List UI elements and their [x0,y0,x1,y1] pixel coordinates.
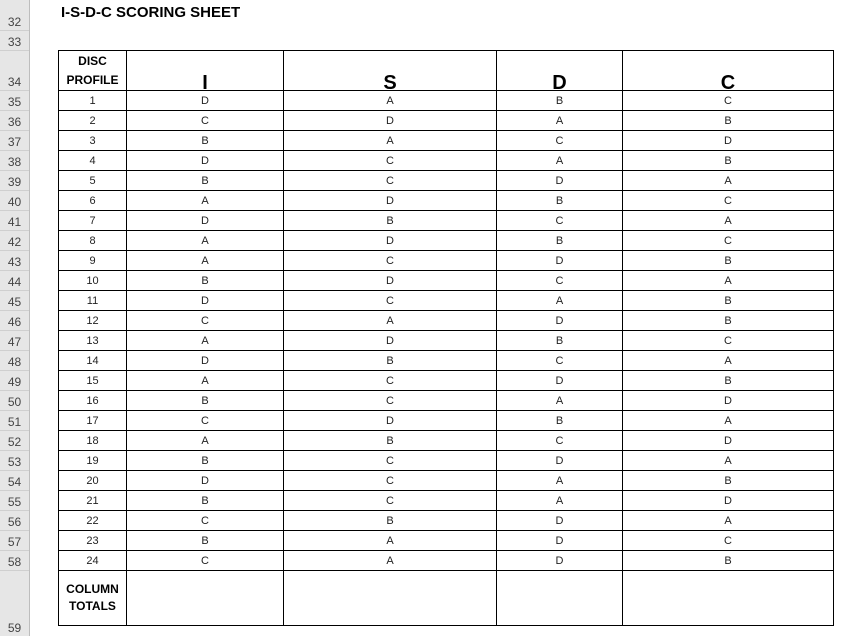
answer-cell-s[interactable]: D [284,271,497,291]
answer-cell-c[interactable]: C [623,231,834,251]
totals-label-line: COLUMN [66,582,119,596]
answer-cell-s[interactable]: D [284,411,497,431]
row-header-column [0,0,30,636]
answer-cell-d[interactable]: A [497,491,623,511]
answer-cell-c[interactable]: C [623,531,834,551]
answer-cell-i[interactable]: B [127,531,284,551]
question-number-cell[interactable]: 3 [59,131,127,151]
answer-cell-d[interactable]: A [497,151,623,171]
row-number[interactable]: 46 [0,310,29,330]
answer-cell-s[interactable]: A [284,551,497,571]
answer-cell-d[interactable]: A [497,471,623,491]
row-number[interactable]: 37 [0,130,29,150]
sheet-title[interactable]: I-S-D-C SCORING SHEET [61,4,241,21]
question-number-cell[interactable]: 5 [59,171,127,191]
answer-cell-i[interactable]: C [127,311,284,331]
question-number-cell[interactable]: 4 [59,151,127,171]
answer-cell-s[interactable]: C [284,251,497,271]
question-number-cell[interactable]: 20 [59,471,127,491]
row-number[interactable]: 59 [0,570,29,636]
answer-cell-c[interactable]: D [623,391,834,411]
answer-cell-s[interactable]: C [284,291,497,311]
answer-cell-i[interactable]: D [127,351,284,371]
row-number[interactable]: 45 [0,290,29,310]
row-number[interactable]: 57 [0,530,29,550]
answer-cell-i[interactable]: D [127,211,284,231]
answer-cell-s[interactable]: C [284,151,497,171]
answer-cell-s[interactable]: C [284,371,497,391]
table-row [59,131,834,151]
row-number[interactable]: 49 [0,370,29,390]
answer-cell-i[interactable]: A [127,251,284,271]
table-row [59,551,834,571]
row-number[interactable]: 35 [0,90,29,110]
table-row [59,411,834,431]
answer-cell-s[interactable]: D [284,331,497,351]
answer-cell-i[interactable]: B [127,451,284,471]
answer-cell-d[interactable]: B [497,91,623,111]
row-number[interactable]: 55 [0,490,29,510]
table-row [59,391,834,411]
row-number[interactable]: 42 [0,230,29,250]
answer-cell-s[interactable]: A [284,531,497,551]
table-row [59,111,834,131]
answer-cell-c[interactable]: D [623,431,834,451]
question-number-cell[interactable]: 6 [59,191,127,211]
answer-cell-d[interactable]: C [497,431,623,451]
table-row [59,91,834,111]
answer-cell-d[interactable]: A [497,391,623,411]
table-row [59,311,834,331]
answer-cell-d[interactable]: C [497,131,623,151]
answer-cell-s[interactable]: D [284,111,497,131]
row-number[interactable]: 34 [0,50,29,90]
answer-cell-d[interactable]: D [497,171,623,191]
table-row [59,351,834,371]
table-row [59,511,834,531]
question-number-cell[interactable]: 1 [59,91,127,111]
table-row [59,151,834,171]
answer-cell-d[interactable]: C [497,211,623,231]
question-number-cell[interactable]: 18 [59,431,127,451]
question-number-cell[interactable]: 15 [59,371,127,391]
table-row [59,491,834,511]
answer-cell-c[interactable]: A [623,351,834,371]
question-number-cell[interactable]: 2 [59,111,127,131]
column-totals-label[interactable] [59,571,127,626]
answer-cell-d[interactable]: D [497,511,623,531]
answer-cell-c[interactable]: B [623,471,834,491]
answer-cell-d[interactable]: A [497,111,623,131]
question-number-cell[interactable]: 12 [59,311,127,331]
answer-cell-d[interactable]: D [497,451,623,471]
answer-cell-c[interactable]: B [623,111,834,131]
answer-cell-i[interactable]: D [127,471,284,491]
answer-cell-i[interactable]: B [127,491,284,511]
answer-cell-c[interactable]: A [623,451,834,471]
row-number[interactable]: 33 [0,30,29,50]
total-cell-i[interactable] [127,571,284,626]
answer-cell-i[interactable]: C [127,411,284,431]
answer-cell-i[interactable]: B [127,271,284,291]
row-number[interactable]: 50 [0,390,29,410]
question-number-cell[interactable]: 9 [59,251,127,271]
answer-cell-c[interactable]: B [623,291,834,311]
totals-label-line: TOTALS [69,599,116,613]
table-row [59,431,834,451]
answer-cell-s[interactable]: A [284,131,497,151]
answer-cell-i[interactable]: D [127,151,284,171]
question-number-cell[interactable]: 16 [59,391,127,411]
answer-cell-s[interactable]: B [284,511,497,531]
total-cell-d[interactable] [497,571,623,626]
answer-cell-s[interactable]: C [284,391,497,411]
row-number[interactable]: 54 [0,470,29,490]
disc-profile-header[interactable] [59,51,127,91]
row-number[interactable]: 43 [0,250,29,270]
row-number[interactable]: 39 [0,170,29,190]
answer-cell-i[interactable]: A [127,331,284,351]
answer-cell-d[interactable]: B [497,331,623,351]
answer-cell-i[interactable]: C [127,511,284,531]
answer-cell-s[interactable]: C [284,491,497,511]
answer-cell-c[interactable]: C [623,331,834,351]
answer-cell-c[interactable]: D [623,131,834,151]
scoring-table [58,50,834,626]
row-number[interactable]: 38 [0,150,29,170]
answer-cell-s[interactable]: C [284,171,497,191]
row-number[interactable]: 52 [0,430,29,450]
answer-cell-c[interactable]: B [623,371,834,391]
row-number[interactable]: 51 [0,410,29,430]
total-cell-s[interactable] [284,571,497,626]
table-row [59,191,834,211]
answer-cell-d[interactable]: B [497,411,623,431]
answer-cell-c[interactable]: C [623,91,834,111]
row-number[interactable]: 47 [0,330,29,350]
answer-cell-c[interactable]: A [623,211,834,231]
question-number-cell[interactable]: 22 [59,511,127,531]
question-number-cell[interactable]: 17 [59,411,127,431]
question-number-cell[interactable]: 14 [59,351,127,371]
answer-cell-c[interactable]: A [623,511,834,531]
answer-cell-d[interactable]: B [497,231,623,251]
answer-cell-i[interactable]: B [127,391,284,411]
table-row [59,291,834,311]
table-row [59,231,834,251]
table-row [59,371,834,391]
answer-cell-s[interactable]: B [284,351,497,371]
question-number-cell[interactable]: 11 [59,291,127,311]
question-number-cell[interactable]: 23 [59,531,127,551]
row-number[interactable]: 36 [0,110,29,130]
question-number-cell[interactable]: 19 [59,451,127,471]
column-header-i[interactable]: I [127,51,284,91]
answer-cell-c[interactable]: C [623,191,834,211]
answer-cell-d[interactable]: D [497,311,623,331]
table-row [59,471,834,491]
header-label-line: PROFILE [66,72,119,87]
question-number-cell[interactable]: 21 [59,491,127,511]
answer-cell-s[interactable]: B [284,431,497,451]
answer-cell-i[interactable]: A [127,231,284,251]
column-header-d[interactable]: D [497,51,623,91]
answer-cell-i[interactable]: B [127,131,284,151]
answer-cell-d[interactable]: D [497,551,623,571]
total-cell-c[interactable] [623,571,834,626]
answer-cell-d[interactable]: B [497,191,623,211]
answer-cell-c[interactable]: A [623,271,834,291]
answer-cell-s[interactable]: C [284,471,497,491]
answer-cell-c[interactable]: B [623,251,834,271]
question-number-cell[interactable]: 13 [59,331,127,351]
table-row [59,451,834,471]
row-number[interactable]: 40 [0,190,29,210]
answer-cell-i[interactable]: A [127,191,284,211]
answer-cell-s[interactable]: D [284,191,497,211]
answer-cell-d[interactable]: D [497,531,623,551]
question-number-cell[interactable]: 24 [59,551,127,571]
table-row [59,271,834,291]
answer-cell-d[interactable]: C [497,351,623,371]
answer-cell-d[interactable]: D [497,371,623,391]
table-row [59,331,834,351]
answer-cell-c[interactable]: A [623,411,834,431]
answer-cell-i[interactable]: D [127,291,284,311]
question-number-cell[interactable]: 7 [59,211,127,231]
answer-cell-c[interactable]: D [623,491,834,511]
answer-cell-d[interactable]: D [497,251,623,271]
row-number[interactable]: 32 [7,15,22,29]
column-header-s[interactable]: S [284,51,497,91]
question-number-cell[interactable]: 8 [59,231,127,251]
answer-cell-i[interactable]: A [127,431,284,451]
answer-cell-i[interactable]: C [127,111,284,131]
answer-cell-d[interactable]: C [497,271,623,291]
row-number[interactable]: 44 [0,270,29,290]
table-row [59,211,834,231]
answer-cell-s[interactable]: D [284,231,497,251]
totals-row [59,571,834,626]
answer-cell-i[interactable]: C [127,551,284,571]
answer-cell-c[interactable]: A [623,171,834,191]
header-row [59,51,834,91]
answer-cell-d[interactable]: A [497,291,623,311]
header-label-line: DISC [78,53,107,68]
answer-cell-c[interactable]: B [623,551,834,571]
answer-cell-c[interactable]: B [623,311,834,331]
answer-cell-s[interactable]: B [284,211,497,231]
row-number[interactable]: 56 [0,510,29,530]
table-row [59,171,834,191]
row-number[interactable]: 53 [0,450,29,470]
answer-cell-i[interactable]: B [127,171,284,191]
answer-cell-i[interactable]: A [127,371,284,391]
answer-cell-s[interactable]: A [284,91,497,111]
row-number[interactable]: 48 [0,350,29,370]
table-row [59,251,834,271]
answer-cell-s[interactable]: C [284,451,497,471]
row-number[interactable]: 58 [0,550,29,570]
answer-cell-s[interactable]: A [284,311,497,331]
answer-cell-c[interactable]: B [623,151,834,171]
question-number-cell[interactable]: 10 [59,271,127,291]
row-number[interactable]: 41 [0,210,29,230]
column-header-c[interactable]: C [623,51,834,91]
answer-cell-i[interactable]: D [127,91,284,111]
table-row [59,531,834,551]
